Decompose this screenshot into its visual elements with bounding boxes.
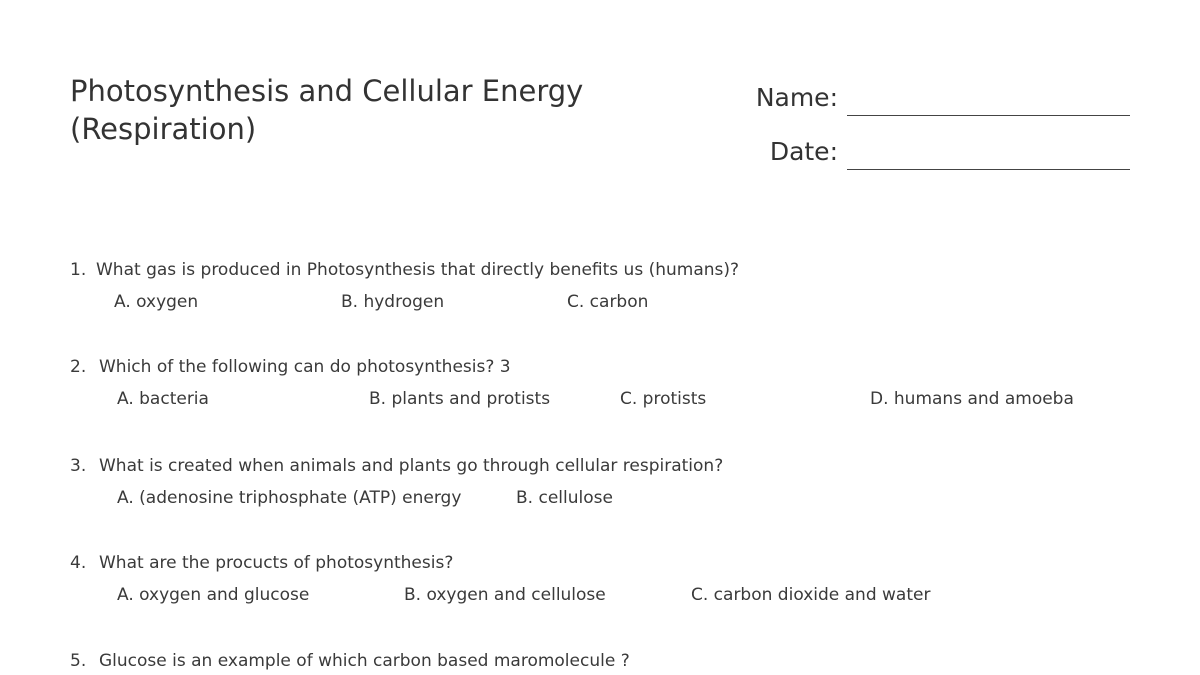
question-1: [70, 258, 1150, 316]
worksheet-title-line-1: Photosynthesis and Cellular Energy: [70, 74, 584, 108]
question-3-prompt: What is created when animals and plants go through cellular respiration?: [99, 456, 724, 476]
question-2-option-b[interactable]: B. plants and protists: [369, 389, 551, 409]
question-1-option-a[interactable]: A. oxygen: [114, 292, 199, 312]
question-4-option-b[interactable]: B. oxygen and cellulose: [404, 585, 606, 605]
question-4-text: [70, 551, 1150, 575]
question-3-text: [70, 454, 1150, 478]
question-3-number: 3.: [70, 456, 87, 476]
date-field[interactable]: [740, 130, 1130, 170]
name-label: Name:: [755, 83, 838, 112]
question-4-prompt: What are the procucts of photosynthesis?: [99, 553, 454, 573]
worksheet-title-line-2: (Respiration): [70, 112, 257, 146]
question-1-option-c[interactable]: C. carbon: [567, 292, 649, 312]
question-3-option-b[interactable]: B. cellulose: [516, 488, 613, 508]
question-4-option-a[interactable]: A. oxygen and glucose: [117, 585, 310, 605]
question-3: [70, 454, 1150, 512]
question-2-option-a[interactable]: A. bacteria: [117, 389, 209, 409]
question-2-text: [70, 355, 1150, 379]
name-field[interactable]: [740, 76, 1130, 116]
question-4-options: [70, 583, 1150, 609]
question-4-number: 4.: [70, 553, 87, 573]
date-label: Date:: [769, 137, 838, 166]
question-2-number: 2.: [70, 357, 87, 377]
question-1-text: [70, 258, 1150, 282]
question-2-prompt: Which of the following can do photosynthesis? 3: [99, 357, 511, 377]
name-blank-line[interactable]: [847, 115, 1130, 116]
question-5-text: [70, 649, 1150, 673]
question-4-option-c[interactable]: C. carbon dioxide and water: [691, 585, 931, 605]
question-1-number: 1.: [70, 260, 87, 280]
question-1-option-b[interactable]: B. hydrogen: [341, 292, 445, 312]
date-blank-line[interactable]: [847, 169, 1130, 170]
question-2: [70, 355, 1150, 413]
question-2-options: [70, 387, 1150, 413]
question-5-number: 5.: [70, 651, 87, 671]
question-5: [70, 649, 1150, 673]
question-1-options: [70, 290, 1150, 316]
question-5-prompt: Glucose is an example of which carbon based maromolecule ?: [99, 651, 630, 671]
worksheet-title: [70, 72, 670, 148]
question-4: [70, 551, 1150, 609]
question-2-option-d[interactable]: D. humans and amoeba: [870, 389, 1074, 409]
question-3-option-a[interactable]: A. (adenosine triphosphate (ATP) energy: [117, 488, 462, 508]
question-1-prompt: What gas is produced in Photosynthesis that directly benefits us (humans)?: [96, 260, 740, 280]
question-2-option-c[interactable]: C. protists: [620, 389, 707, 409]
question-3-options: [70, 486, 1150, 512]
